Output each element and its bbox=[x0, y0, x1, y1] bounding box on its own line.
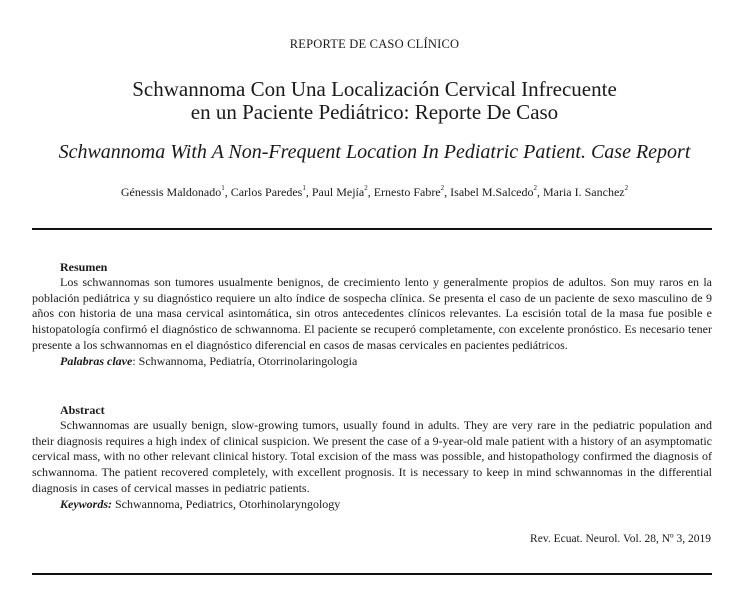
resumen-keywords-label: Palabras clave bbox=[60, 353, 133, 368]
author-list: Génessis Maldonado$^1$, Carlos Paredes$^1$, Paul Mejía$^2$, Ernesto Fabre$^2$, Isabel M.Salcedo$^2$, Maria I. Sanchez$^2$ bbox=[120, 184, 629, 199]
bottom-divider bbox=[32, 573, 712, 575]
resumen-heading: Resumen bbox=[60, 260, 108, 274]
author: Isabel M.Salcedo bbox=[450, 185, 534, 199]
author-affiliation: 2 bbox=[440, 184, 445, 192]
author-affiliation: 2 bbox=[364, 184, 368, 192]
title-spanish-line-2: en un Paciente Pediátrico: Reporte De Caso bbox=[190, 100, 559, 124]
author-affiliation: 1 bbox=[221, 184, 225, 192]
abstract-heading: Abstract bbox=[60, 403, 105, 417]
author: Ernesto Fabre bbox=[373, 185, 441, 199]
resumen-section bbox=[32, 259, 712, 369]
title-english: Schwannoma With A Non-Frequent Location In Pediatric Patient. Case Report bbox=[58, 141, 691, 163]
author-affiliation: 1 bbox=[302, 184, 306, 192]
resumen-keywords bbox=[32, 354, 712, 370]
author-affiliation: 2 bbox=[624, 184, 629, 192]
title-spanish-line-1: Schwannoma Con Una Localización Cervical Infrecuente bbox=[132, 77, 617, 101]
abstract-keywords-label: Keywords: bbox=[60, 496, 112, 511]
author: Carlos Paredes bbox=[230, 185, 303, 199]
abstract-text: Schwannomas are usually benign, slow-growing tumors, usually found in adults. They are very rare in the pediatric population and their diagnosis requires a high index of clinical suspicion. We present the case of a 9-year-old male patient with a history of an asymptomatic cervical mass, with no other relevant clinical history. Total excision of the mass was possible, and histopathology confirmed the diagnosis of schwannoma. The patient recovered completely, with excellent prognosis. It is necessary to keep in mind schwannomas in the differential diagnosis in cases of cervical masses in pediatric patients. bbox=[32, 418, 712, 495]
section-label: REPORTE DE CASO CLÍNICO bbox=[289, 37, 460, 51]
author-affiliation: 2 bbox=[533, 184, 537, 192]
top-divider bbox=[32, 228, 712, 230]
abstract-keywords-value: Schwannoma, Pediatrics, Otorhinolaryngology bbox=[112, 496, 341, 511]
resumen-keywords-value: : Schwannoma, Pediatría, Otorrinolaringologia bbox=[132, 353, 358, 368]
author: Génessis Maldonado bbox=[120, 185, 222, 199]
author: Maria I. Sanchez bbox=[542, 185, 625, 199]
resumen-text: Los schwannomas son tumores usualmente benignos, de crecimiento lento y generalmente propios de adultos. Son muy raros en la población pediátrica y su diagnóstico requiere un alto índice de sospecha clínica. Se presenta el caso de un paciente de sexo masculino de 9 años con historia de una masa cervical asintomática, sin otros antecedentes clínicos relevantes. La escisión total de la masa fue posible e histopatología confirmó el diagnóstico de schwannoma. El paciente se recuperó completamente, con excelente pronóstico. Es necesario tener presente a los schwannomas en el diagnóstico diferencial en casos de masas cervicales en pacientes pediátricos. bbox=[32, 275, 712, 352]
journal-citation: Rev. Ecuat. Neurol. Vol. 28, Nº 3, 2019 bbox=[530, 533, 711, 545]
abstract-section bbox=[32, 402, 712, 512]
title-spanish bbox=[0, 78, 749, 124]
author: Paul Mejía bbox=[311, 185, 365, 199]
abstract-keywords bbox=[32, 497, 712, 513]
